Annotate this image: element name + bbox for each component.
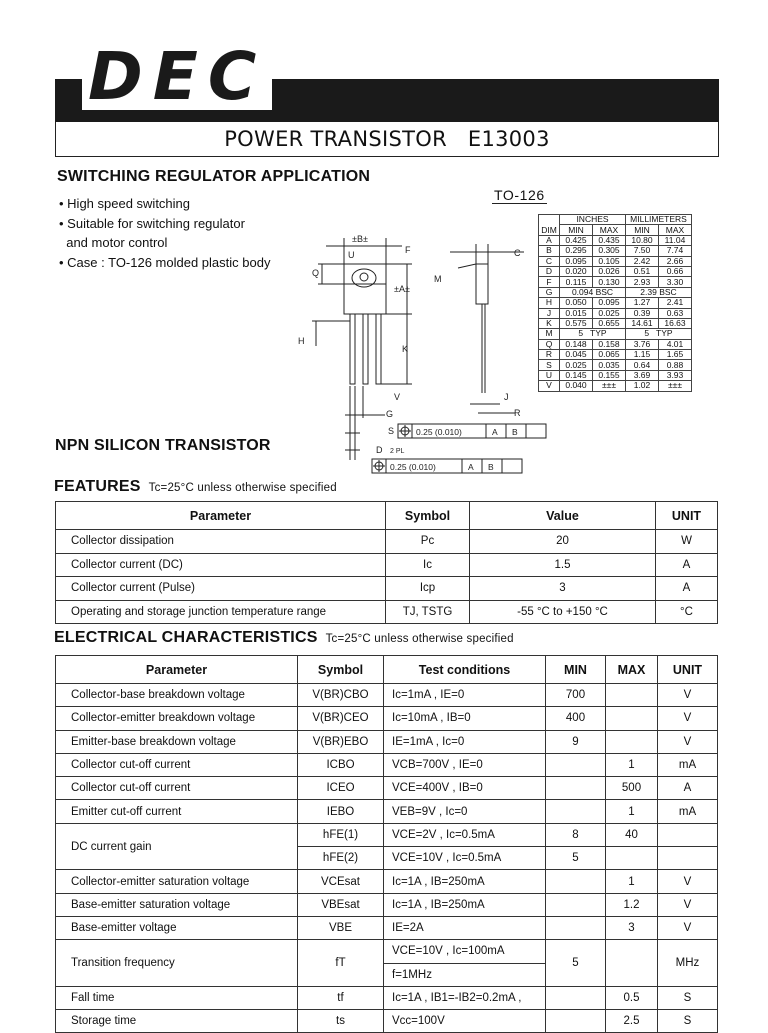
min-cell: 5 — [546, 847, 606, 870]
dim-row — [539, 287, 692, 297]
max-cell — [606, 940, 658, 987]
unit-cell: V — [658, 707, 718, 730]
features-rows — [56, 530, 718, 624]
dim-value: ±±± — [593, 381, 626, 391]
features-note: Tc=25°C unless otherwise specified — [148, 482, 337, 494]
min-cell — [546, 916, 606, 939]
dim-letter: S — [539, 360, 560, 370]
condition-cell: VCE=400V , IB=0 — [384, 777, 546, 800]
unit-cell: °C — [656, 600, 718, 624]
value-cell: 20 — [470, 530, 656, 554]
table-row — [56, 600, 718, 624]
elec-col-unit: UNIT — [658, 656, 718, 684]
max-cell: 40 — [606, 823, 658, 846]
unit-cell: V — [658, 684, 718, 707]
max-cell — [606, 707, 658, 730]
dim-value: 0.095 — [593, 298, 626, 308]
table-row — [56, 940, 718, 963]
dim-value: 1.27 — [626, 298, 659, 308]
unit-cell: A — [658, 777, 718, 800]
symbol-cell: ICBO — [298, 753, 384, 776]
dim-value: 0.425 — [560, 235, 593, 245]
dim-value: 0.148 — [560, 339, 593, 349]
dim-value: 0.435 — [593, 235, 626, 245]
dim-value: 0.88 — [659, 360, 692, 370]
dim-value: 0.155 — [593, 370, 626, 380]
min-cell — [546, 986, 606, 1009]
package-label: TO-126 — [494, 187, 545, 203]
max-cell — [606, 730, 658, 753]
min-cell — [546, 893, 606, 916]
dim-value: 0.115 — [560, 277, 593, 287]
unit-cell: S — [658, 1010, 718, 1033]
max-cell: 1 — [606, 870, 658, 893]
dim-label-u: U — [348, 250, 355, 260]
dim-row — [539, 298, 692, 308]
dim-value: 11.04 — [659, 235, 692, 245]
dim-value: 2.42 — [626, 256, 659, 266]
min-cell: 400 — [546, 707, 606, 730]
table-row — [56, 730, 718, 753]
dim-row — [539, 318, 692, 328]
features-col-unit: UNIT — [656, 502, 718, 530]
parameter-cell: Base-emitter saturation voltage — [56, 893, 298, 916]
max-cell: 2.5 — [606, 1010, 658, 1033]
dim-letter: F — [539, 277, 560, 287]
dim-row — [539, 360, 692, 370]
table-row — [56, 684, 718, 707]
bullet-item: • Case : TO-126 molded plastic body — [59, 254, 271, 270]
features-col-parameter: Parameter — [56, 502, 386, 530]
dim-value: 0.130 — [593, 277, 626, 287]
dim-value: 3.93 — [659, 370, 692, 380]
dim-row — [539, 381, 692, 391]
condition-cell: VCE=10V , Ic=100mA — [384, 940, 546, 963]
dim-header: DIM — [539, 215, 560, 236]
application-bullets — [59, 194, 270, 272]
symbol-cell: V(BR)EBO — [298, 730, 384, 753]
symbol-cell: VBEsat — [298, 893, 384, 916]
bullet-item: • Suitable for switching regulator — [59, 215, 245, 231]
dim-row — [539, 256, 692, 266]
dim-row — [539, 277, 692, 287]
condition-cell: VCE=2V , Ic=0.5mA — [384, 823, 546, 846]
dim-value: 1.02 — [626, 381, 659, 391]
dim-value: 1.65 — [659, 350, 692, 360]
table-row — [56, 823, 718, 846]
dim-value: 2.93 — [626, 277, 659, 287]
unit-cell: mA — [658, 753, 718, 776]
dim-letter: J — [539, 308, 560, 318]
dim-letter: U — [539, 370, 560, 380]
condition-cell: IE=1mA , Ic=0 — [384, 730, 546, 753]
symbol-cell: tf — [298, 986, 384, 1009]
condition-cell: Ic=10mA , IB=0 — [384, 707, 546, 730]
inches-header: INCHES — [560, 215, 626, 225]
dim-value: 0.63 — [659, 308, 692, 318]
dim-value: 0.026 — [593, 266, 626, 276]
dim-value: 0.045 — [560, 350, 593, 360]
unit-cell: A — [656, 577, 718, 601]
tolerance-datum-b: B — [512, 427, 518, 437]
parameter-cell: Base-emitter voltage — [56, 916, 298, 939]
condition-cell: Ic=1A , IB=250mA — [384, 870, 546, 893]
document-title — [55, 122, 719, 157]
unit-cell: V — [658, 916, 718, 939]
dim-value: 0.66 — [659, 266, 692, 276]
tolerance-value-2: 0.25 (0.010) — [390, 462, 436, 472]
dim-letter: K — [539, 318, 560, 328]
unit-cell: V — [658, 870, 718, 893]
symbol-cell: Ic — [386, 553, 470, 577]
package-drawing — [290, 228, 580, 478]
table-row — [56, 870, 718, 893]
parameter-cell: Collector current (DC) — [56, 553, 386, 577]
dim-label-f: F — [405, 245, 411, 255]
max-cell: 1 — [606, 753, 658, 776]
elec-col-test-conditions: Test conditions — [384, 656, 546, 684]
dim-value: 0.39 — [626, 308, 659, 318]
dim-label-k: K — [402, 344, 409, 354]
dim-letter: R — [539, 350, 560, 360]
dimension-rows — [539, 235, 692, 391]
max-cell — [606, 684, 658, 707]
parameter-cell: Fall time — [56, 986, 298, 1009]
dim-value: 0.305 — [593, 246, 626, 256]
dim-row — [539, 370, 692, 380]
dim-value: 0.575 — [560, 318, 593, 328]
dim-value: 0.025 — [560, 360, 593, 370]
parameter-cell: Emitter cut-off current — [56, 800, 298, 823]
symbol-cell: ICEO — [298, 777, 384, 800]
dim-label-m: M — [434, 274, 442, 284]
dim-label-a: ±A± — [394, 284, 410, 294]
min-cell — [546, 800, 606, 823]
min-cell: 8 — [546, 823, 606, 846]
dim-row — [539, 350, 692, 360]
electrical-rows — [56, 684, 718, 1033]
dim-inch-value: 5 TYP — [560, 329, 626, 339]
table-row — [56, 753, 718, 776]
dim-row — [539, 246, 692, 256]
dim-value: 0.145 — [560, 370, 593, 380]
unit-cell: MHz — [658, 940, 718, 987]
unit-cell: mA — [658, 800, 718, 823]
features-table — [55, 501, 718, 624]
parameter-cell: Collector-emitter breakdown voltage — [56, 707, 298, 730]
electrical-table — [55, 655, 718, 1033]
dim-row — [539, 308, 692, 318]
dim-value: 4.01 — [659, 339, 692, 349]
symbol-cell: Pc — [386, 530, 470, 554]
dim-value: 0.040 — [560, 381, 593, 391]
unit-cell: A — [656, 553, 718, 577]
dim-value: 0.105 — [593, 256, 626, 266]
condition-cell: Ic=1A , IB1=-IB2=0.2mA , — [384, 986, 546, 1009]
dim-row — [539, 266, 692, 276]
tolerance-datum-a: A — [468, 462, 474, 472]
application-heading: SWITCHING REGULATOR APPLICATION — [57, 168, 371, 185]
parameter-cell: Collector dissipation — [56, 530, 386, 554]
min-cell — [546, 870, 606, 893]
electrical-title: ELECTRICAL CHARACTERISTICS — [54, 629, 318, 646]
min-cell — [546, 777, 606, 800]
table-row — [56, 916, 718, 939]
value-cell: 1.5 — [470, 553, 656, 577]
dim-value: 1.15 — [626, 350, 659, 360]
table-row — [56, 553, 718, 577]
tolerance-datum-a: A — [492, 427, 498, 437]
table-row — [56, 986, 718, 1009]
condition-cell: IE=2A — [384, 916, 546, 939]
table-row — [56, 530, 718, 554]
condition-cell: VCE=10V , Ic=0.5mA — [384, 847, 546, 870]
dim-row — [539, 329, 692, 339]
dim-label-q: Q — [312, 268, 320, 278]
max-header: MAX — [593, 225, 626, 235]
unit-cell — [658, 823, 718, 846]
min-header: MIN — [560, 225, 593, 235]
dim-value: 0.51 — [626, 266, 659, 276]
unit-cell: V — [658, 730, 718, 753]
table-row — [56, 893, 718, 916]
dim-letter: V — [539, 381, 560, 391]
company-logo: DEC — [82, 44, 272, 110]
dim-value: 2.41 — [659, 298, 692, 308]
dim-value: 16.63 — [659, 318, 692, 328]
symbol-cell: IEBO — [298, 800, 384, 823]
condition-cell: VEB=9V , Ic=0 — [384, 800, 546, 823]
features-col-value: Value — [470, 502, 656, 530]
value-cell: -55 °C to +150 °C — [470, 600, 656, 624]
parameter-cell: Storage time — [56, 1010, 298, 1033]
min-cell: 5 — [546, 940, 606, 987]
min-cell — [546, 753, 606, 776]
symbol-cell: VBE — [298, 916, 384, 939]
symbol-cell: ts — [298, 1010, 384, 1033]
table-row — [56, 800, 718, 823]
dim-value: 7.74 — [659, 246, 692, 256]
electrical-note: Tc=25°C unless otherwise specified — [325, 633, 514, 645]
dim-row — [539, 339, 692, 349]
parameter-cell: DC current gain — [56, 823, 298, 870]
parameter-cell: Collector-emitter saturation voltage — [56, 870, 298, 893]
value-cell: 3 — [470, 577, 656, 601]
dim-label-c: C — [514, 248, 521, 258]
max-cell: 1 — [606, 800, 658, 823]
parameter-cell: Collector cut-off current — [56, 777, 298, 800]
unit-cell — [658, 847, 718, 870]
dim-value: 0.035 — [593, 360, 626, 370]
dim-value: 0.095 — [560, 256, 593, 266]
dim-value: 0.065 — [593, 350, 626, 360]
dim-label-r: R — [514, 408, 521, 418]
features-col-symbol: Symbol — [386, 502, 470, 530]
dim-letter: D — [539, 266, 560, 276]
dim-value: 7.50 — [626, 246, 659, 256]
electrical-heading — [54, 629, 514, 647]
dim-value: 0.025 — [593, 308, 626, 318]
table-row — [56, 707, 718, 730]
parameter-cell: Collector current (Pulse) — [56, 577, 386, 601]
dim-letter: M — [539, 329, 560, 339]
min-cell — [546, 1010, 606, 1033]
table-row — [56, 777, 718, 800]
condition-cell: VCB=700V , IE=0 — [384, 753, 546, 776]
tolerance-value-1: 0.25 (0.010) — [416, 427, 462, 437]
dim-value: 3.30 — [659, 277, 692, 287]
unit-cell: S — [658, 986, 718, 1009]
unit-cell: W — [656, 530, 718, 554]
dim-mm-value: 5 TYP — [626, 329, 692, 339]
symbol-cell: hFE(2) — [298, 847, 384, 870]
dim-letter: A — [539, 235, 560, 245]
min-cell: 700 — [546, 684, 606, 707]
dim-letter: B — [539, 246, 560, 256]
dim-value: 3.69 — [626, 370, 659, 380]
condition-cell: Ic=1mA , IE=0 — [384, 684, 546, 707]
elec-col-symbol: Symbol — [298, 656, 384, 684]
max-cell: 1.2 — [606, 893, 658, 916]
table-row — [56, 577, 718, 601]
dim-label-b: ±B± — [352, 234, 368, 244]
elec-col-min: MIN — [546, 656, 606, 684]
bullet-item: and motor control — [59, 235, 168, 250]
dim-label-v: V — [394, 392, 401, 402]
dim-letter: G — [539, 287, 560, 297]
dim-label-d: D — [376, 445, 383, 455]
unit-cell: V — [658, 893, 718, 916]
dim-mm-value: 2.39 BSC — [626, 287, 692, 297]
dim-value: 0.020 — [560, 266, 593, 276]
symbol-cell: TJ, TSTG — [386, 600, 470, 624]
max-cell: 500 — [606, 777, 658, 800]
dim-letter: Q — [539, 339, 560, 349]
features-heading — [54, 478, 337, 496]
millimeters-header: MILLIMETERS — [626, 215, 692, 225]
max-cell: 3 — [606, 916, 658, 939]
dim-value: 3.76 — [626, 339, 659, 349]
features-title: FEATURES — [54, 478, 141, 495]
symbol-cell: Icp — [386, 577, 470, 601]
condition-cell: Ic=1A , IB=250mA — [384, 893, 546, 916]
condition-cell: f=1MHz — [384, 963, 546, 986]
dim-letter: C — [539, 256, 560, 266]
dim-value: 0.655 — [593, 318, 626, 328]
table-row — [56, 1010, 718, 1033]
dim-row — [539, 235, 692, 245]
min-header: MIN — [626, 225, 659, 235]
parameter-cell: Collector-base breakdown voltage — [56, 684, 298, 707]
dim-value: 0.015 — [560, 308, 593, 318]
max-cell — [606, 847, 658, 870]
condition-cell: Vcc=100V — [384, 1010, 546, 1033]
dim-letter: H — [539, 298, 560, 308]
parameter-cell: Operating and storage junction temperature range — [56, 600, 386, 624]
symbol-cell: hFE(1) — [298, 823, 384, 846]
dim-value: 14.61 — [626, 318, 659, 328]
parameter-cell: Transition frequency — [56, 940, 298, 987]
npn-heading: NPN SILICON TRANSISTOR — [55, 437, 271, 454]
dim-value: 0.050 — [560, 298, 593, 308]
dim-value: 10.80 — [626, 235, 659, 245]
title-text: POWER TRANSISTOR E13003 — [224, 127, 550, 151]
dim-value: 0.295 — [560, 246, 593, 256]
dim-inch-value: 0.094 BSC — [560, 287, 626, 297]
max-cell: 0.5 — [606, 986, 658, 1009]
elec-col-max: MAX — [606, 656, 658, 684]
dimension-table — [538, 214, 692, 392]
dim-value: 0.158 — [593, 339, 626, 349]
bullet-item: • High speed switching — [59, 196, 191, 211]
parameter-cell: Collector cut-off current — [56, 753, 298, 776]
tolerance-datum-b: B — [488, 462, 494, 472]
min-cell: 9 — [546, 730, 606, 753]
dim-label-g: G — [386, 409, 394, 419]
dim-label-j: J — [504, 392, 509, 402]
max-header: MAX — [659, 225, 692, 235]
parameter-cell: Emitter-base breakdown voltage — [56, 730, 298, 753]
dim-label-2pl: 2 PL — [390, 448, 405, 455]
dim-value: ±±± — [659, 381, 692, 391]
symbol-cell: V(BR)CBO — [298, 684, 384, 707]
symbol-cell: fT — [298, 940, 384, 987]
dim-value: 0.64 — [626, 360, 659, 370]
symbol-cell: V(BR)CEO — [298, 707, 384, 730]
dim-value: 2.66 — [659, 256, 692, 266]
symbol-cell: VCEsat — [298, 870, 384, 893]
dim-label-s: S — [388, 426, 395, 436]
elec-col-parameter: Parameter — [56, 656, 298, 684]
dim-label-h: H — [298, 336, 305, 346]
